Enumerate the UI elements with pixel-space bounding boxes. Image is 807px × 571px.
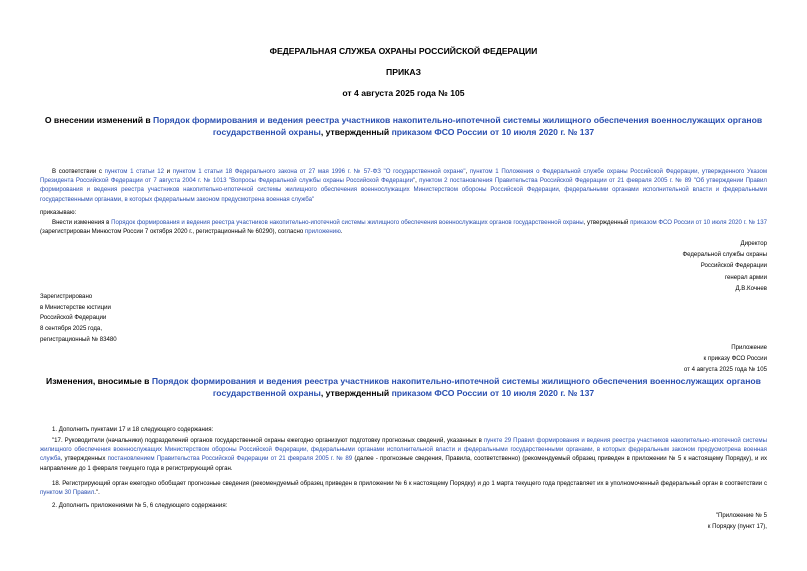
order-137-link-body[interactable]: приказом ФСО России от 10 июля 2020 г. № 137 [630,219,768,226]
law-article-12-link[interactable]: пунктом 1 статьи 12 [104,168,164,175]
appendix-ref-line: к приказу ФСО России [703,355,767,363]
appendix-reference [567,343,767,375]
fso-regulation-link[interactable]: пунктом 1 Положения о Федеральной службе охраны Российской Федерации, утвержденного Указом Президента Российской Федерации от 7 августа 2004 г. № 1013 "Вопросы Федеральной службы охраны Российской Федерации" [40,168,768,185]
appendix-link[interactable]: приложению [304,228,341,236]
preamble-paragraph: В соответствии с пунктом 1 статьи 12 и пунктом 1 статьи 18 Федерального закона от 27 мая 1996 г. № 57-ФЗ "О государственной охране", пунктом 1 Положения о Федеральной службе охраны Российской Федерации, утвержденного Указом Президента Российской Федерации от 7 августа 2004 г. № 1013 "Вопросы Федеральной службы охраны Российской Федерации", пунктом 2 постановления Правительства Российской Федерации от 21 февраля 2005 г. № 89 "Об утверждении Правил формирования и ведения реестра участников накопительно-ипотечной системы жилищного обеспечения военнослужащих Министерством обороны Российской Федерации, федеральными органами исполнительной власти и федеральными государственными органами, в которых федеральным законом предусмотрена военная служба" [40,168,768,203]
procedure-link-body[interactable]: Порядок формирования и ведения реестра участников накопительно-ипотечной системы жилищного обеспечения военнослужащих органов государственной охраны [111,219,584,226]
orders-word: приказываю: [40,209,77,216]
order-paragraph: Внести изменения в Порядок формирования и ведения реестра участников накопительно-ипотечной системы жилищного обеспечения военнослужащих органов государственной охраны, утвержденный приказом ФСО России от 10 июля 2020 г. № 137 (зарегистрирован Минюстом России 7 октября 2020 г., регистрационный № 60290), согласно приложению. [40,219,768,236]
government-decree-89-link[interactable]: пунктом 2 постановления Правительства Российской Федерации от 21 февраля 2005 г. № 89 "Об утверждении Правил формирования и ведения реестра участников накопительно-ипотечной системы жилищного обеспечения военнослужащих Министерством обороны Российской Федерации, федеральными органами исполнительной власти и федеральными государственными органами, в которых федеральным законом предусмотрена военная служба" [40,177,767,203]
order-137-link[interactable]: приказом ФСО России от 10 июля 2020 г. № 137 [391,127,595,137]
registration-line: Зарегистрировано [40,293,93,300]
decree-89-link[interactable]: постановлением Правительства Российской Федерации от 21 февраля 2005 г. № 89 [107,455,353,463]
appendix-ref-line: от 4 августа 2025 года № 105 [683,366,767,374]
signature-line: генерал армии [724,273,767,281]
annex-line: к Порядку (пункт 17), [707,523,767,531]
signature-block [567,239,767,293]
rules-point-30-link[interactable]: пунктом 30 Правил [40,489,95,497]
registration-line: в Министерстве юстиции [40,303,111,311]
order-137-link-changes[interactable]: приказом ФСО России от 10 июля 2020 г. № 137 [391,388,595,398]
annex-5-header [567,511,767,531]
doc-date-number: от 4 августа 2025 года № 105 [342,88,465,98]
change-item-18: 18. Регистрирующий орган ежегодно обобщает прогнозные сведения (рекомендуемый образец приведен в приложении № 6 к настоящему Порядку) и до 1 марта текущего года представляет их в уполномоченный федеральный орган в соответствии с пунктом 30 Правил.". [40,480,767,497]
changes-title: Изменения, вносимые в Порядок формирования и ведения реестра участников накопительно-ипотечной системы жилищного обеспечения военнослужащих органов государственной охраны, утвержденный приказом ФСО России от 10 июля 2020 г. № 137 [46,376,761,398]
agency-name: ФЕДЕРАЛЬНАЯ СЛУЖБА ОХРАНЫ РОССИЙСКОЙ ФЕДЕРАЦИИ [269,46,538,56]
registration-block [40,292,260,344]
rules-point-29-link[interactable]: пункте 29 Правил формирования и ведения реестра участников накопительно-ипотечной системы жилищного обеспечения военнослужащих Министерством обороны Российской Федерации, федеральными органами исполнительной власти и федеральными государственными органами, в которых федеральным законом предусмотрена военная служба [40,437,767,463]
signature-line: Российской Федерации [700,262,767,270]
document-title [40,114,767,138]
registration-line: 8 сентября 2025 года, [40,325,103,333]
signature-line: Д.В.Кочнев [735,284,767,292]
doc-type: ПРИКАЗ [386,67,421,77]
signature-line: Федеральной службы охраны [682,251,767,259]
procedure-link[interactable]: Порядок формирования и ведения реестра участников накопительно-ипотечной системы жилищного обеспечения военнослужащих органов государственной охраны [153,115,763,137]
registration-line: Российской Федерации [40,314,107,322]
law-article-18-link[interactable]: пунктом 1 статьи 18 Федерального закона от 27 мая 1996 г. № 57-ФЗ "О государственной охране" [172,168,466,175]
signature-line: Директор [740,240,767,247]
change-item-2: 2. Дополнить приложениями № 5, 6 следующего содержания: [52,502,228,509]
change-item-17: "17. Руководители (начальники) подразделений органов государственной охраны ежегодно организуют подготовку прогнозных сведений, указанных в пункте 29 Правил формирования и ведения реестра участников накопительно-ипотечной системы жилищного обеспечения военнослужащих Министерством обороны Российской Федерации, федеральными органами исполнительной власти и федеральными государственными органами, в которых федеральным законом предусмотрена военная служба, утвержденных постановлением Правительства Российской Федерации от 21 февраля 2005 г. № 89 (далее - прогнозные сведения, Правила, соответственно) (рекомендуемый образец приведен в приложении № 5 к настоящему Порядку), и их направление до 1 февраля текущего года в регистрирующий орган. [40,437,768,472]
annex-line: "Приложение № 5 [715,512,767,519]
appendix-ref-line: Приложение [731,344,767,351]
change-item-1: 1. Дополнить пунктами 17 и 18 следующего содержания: [52,426,214,433]
title-prefix: О внесении изменений в [44,115,154,125]
registration-line: регистрационный № 83480 [40,335,117,343]
procedure-link-changes[interactable]: Порядок формирования и ведения реестра участников накопительно-ипотечной системы жилищного обеспечения военнослужащих органов государственной охраны [151,376,761,398]
title-middle: , утвержденный [320,127,392,137]
